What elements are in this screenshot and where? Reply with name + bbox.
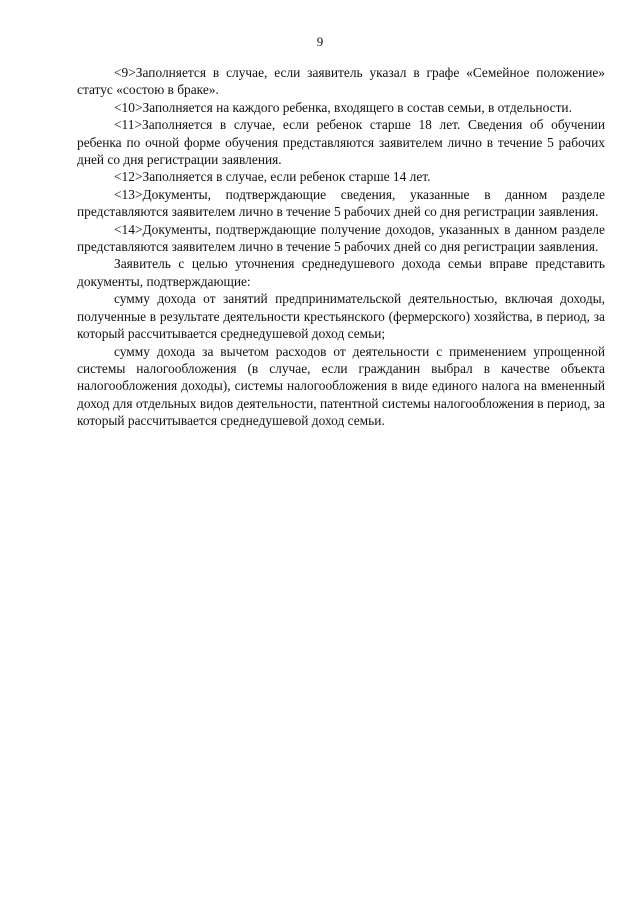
footnote-10: <10>Заполняется на каждого ребенка, входящего в состав семьи, в отдельности. [114,99,572,115]
document-body [77,64,605,430]
footnote-9: <9>Заполняется в случае, если заявитель указал в графе «Семейное положение» статус «состою в браке». [77,65,605,98]
footnote-14: <14>Документы, подтверждающие получение доходов, указанных в данном разделе представляются заявителем лично в течение 5 рабочих дней со дня регистрации заявления. [77,221,605,255]
tax-regime-income-item: сумму дохода за вычетом расходов от деятельности с применением упрощенной системы налогообложения (в случае, если гражданин выбрал в качестве объекта налогообложения доходы), системы налогообложения в виде единого налога на вмененный доход для отдельных видов деятельности, патентной системы налогообложения в период, за который рассчитывается среднедушевой доход семьи. [77,343,605,429]
page-number: 9 [316,34,324,49]
business-income-item: сумму дохода от занятий предпринимательской деятельностью, включая доходы, полученные в результате деятельности крестьянского (фермерского) хозяйства, в период, за который рассчитывается среднедушевой доход семьи; [77,291,605,342]
applicant-documents-intro: Заявитель с целью уточнения среднедушевого дохода семьи вправе представить документы, подтверждающие: [77,256,605,289]
footnote-13: <13>Документы, подтверждающие сведения, указанные в данном разделе представляются заявителем лично в течение 5 рабочих дней со дня регистрации заявления. [77,186,605,220]
footnote-12: <12>Заполняется в случае, если ребенок старше 14 лет. [114,169,431,185]
footnote-11: <11>Заполняется в случае, если ребенок старше 18 лет. Сведения об обучении ребенка по очной форме обучения представляются заявителем лично в течение 5 рабочих дней со дня регистрации заявления. [77,117,605,168]
